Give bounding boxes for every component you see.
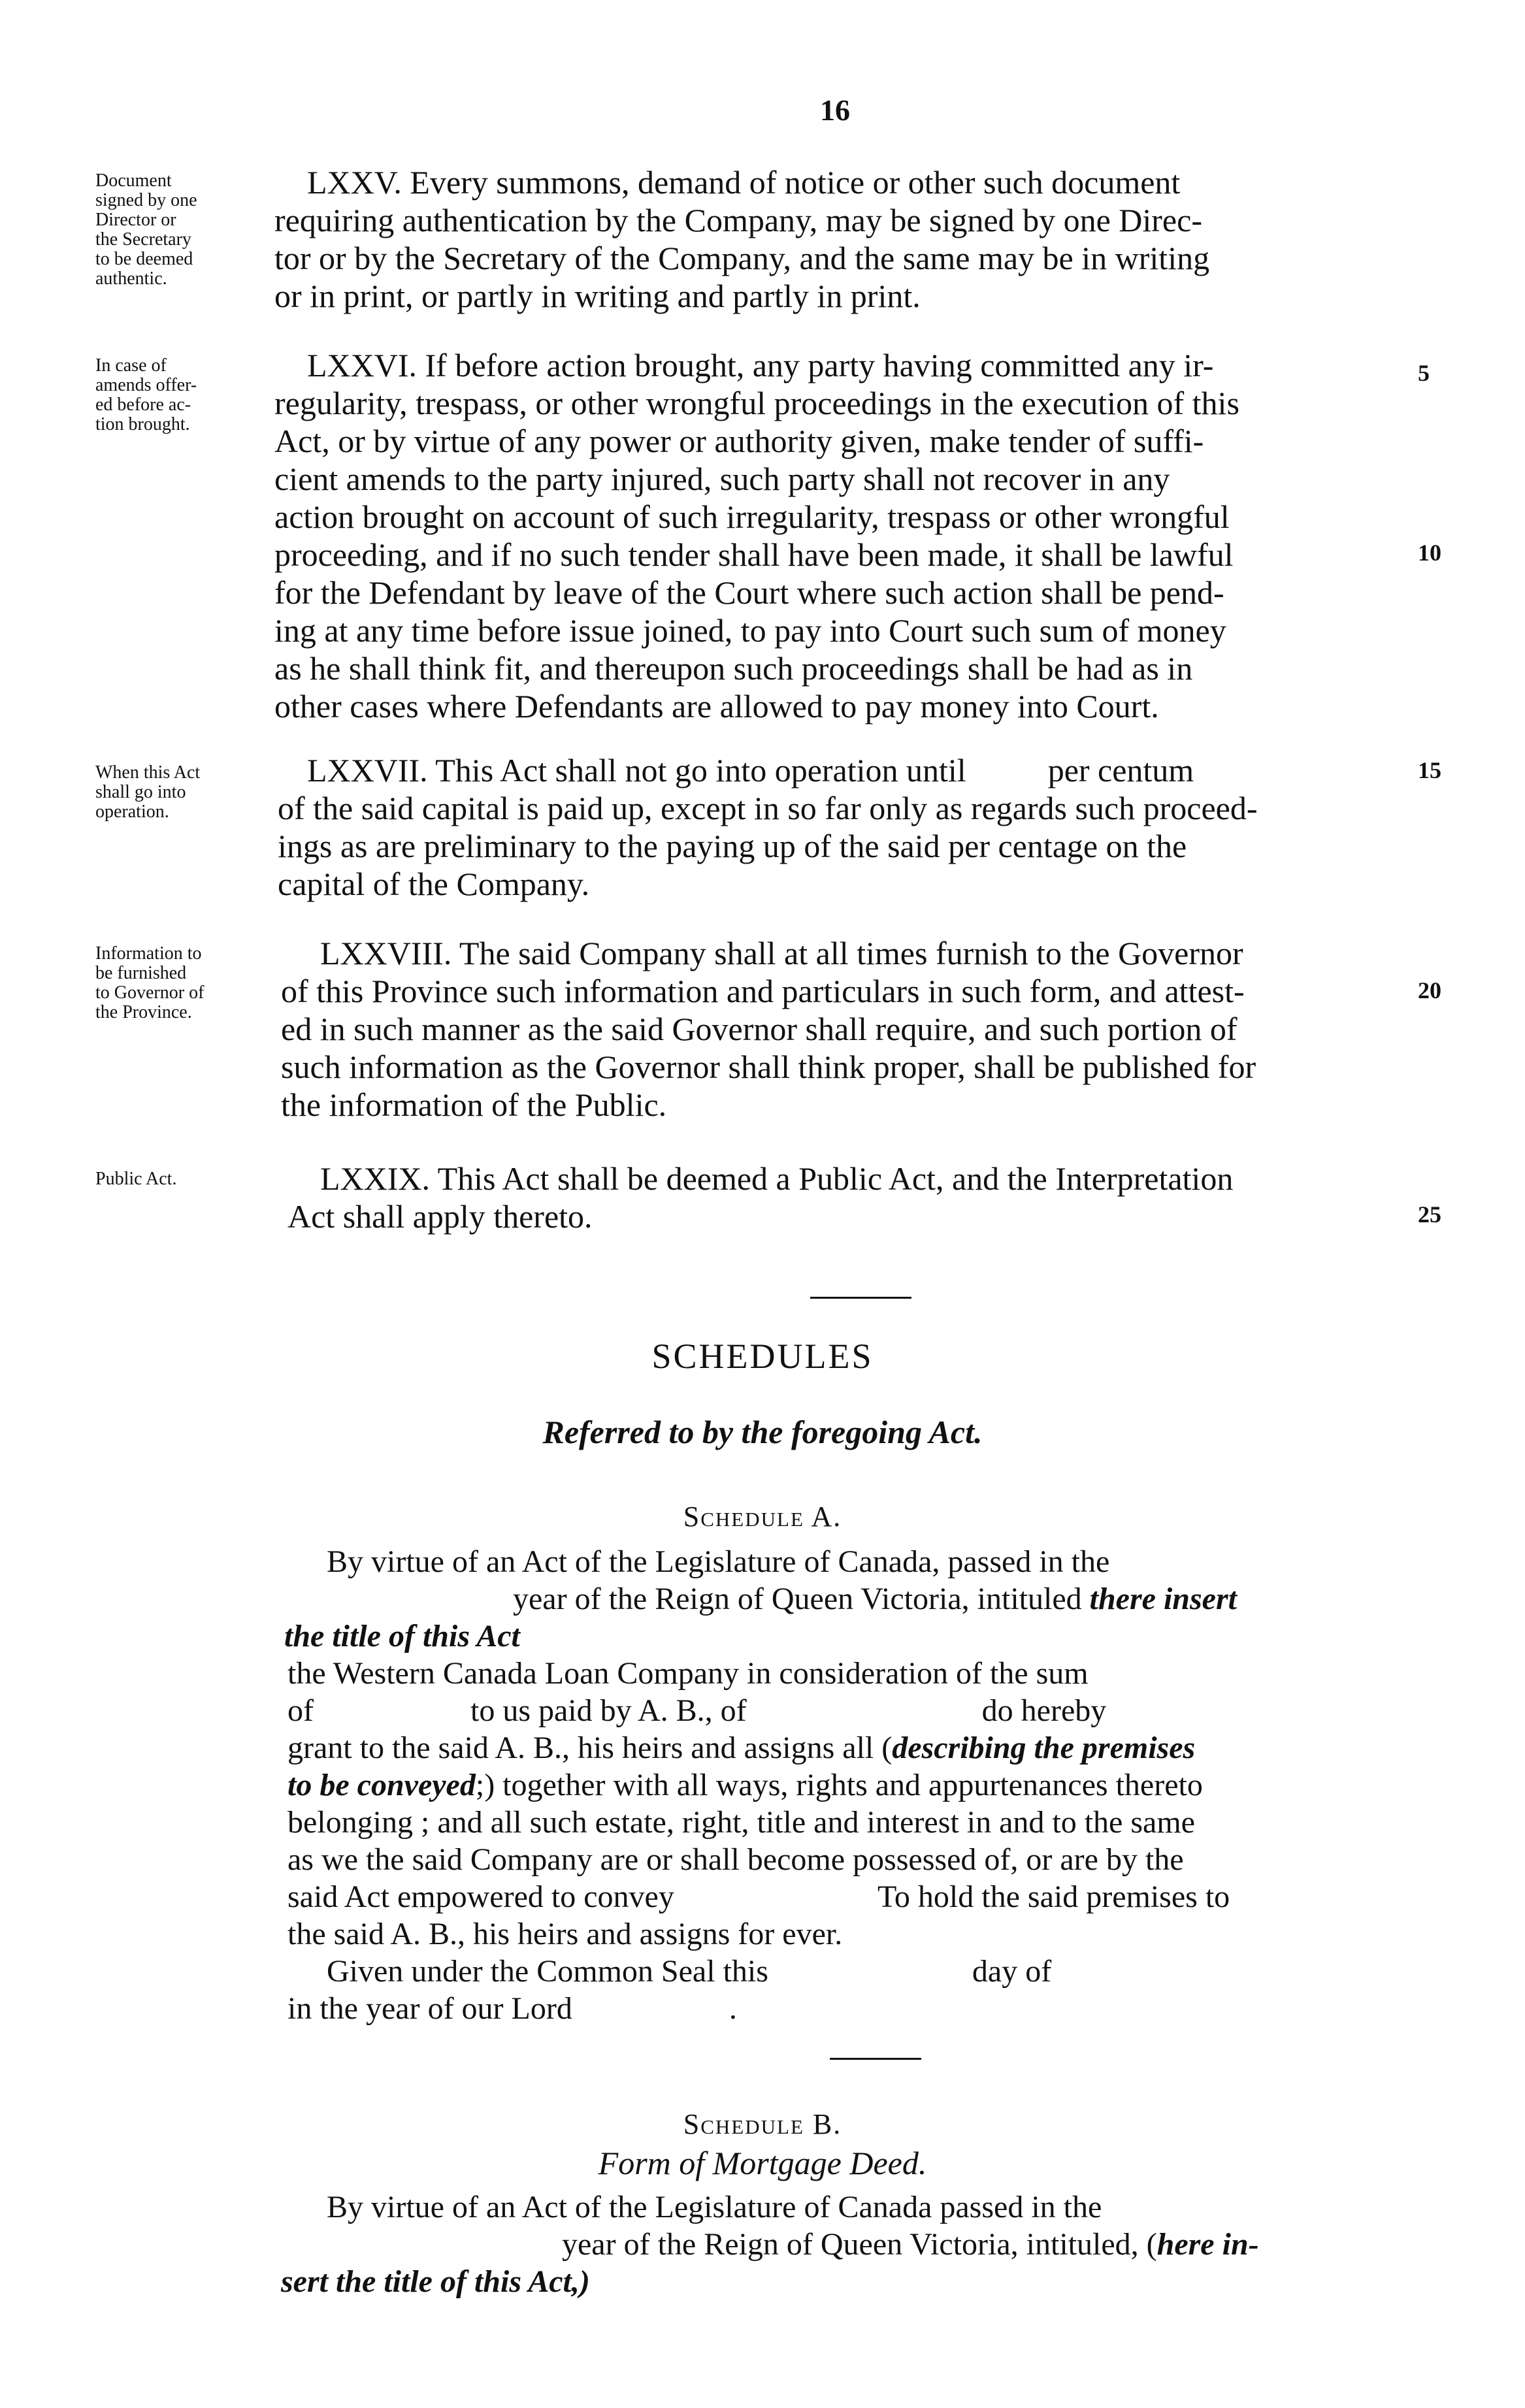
margin-note-line: authentic. bbox=[95, 268, 167, 289]
section-lxxviii bbox=[281, 934, 1256, 1124]
schedule-a-heading: Schedule A. bbox=[683, 1501, 842, 1533]
section-lxxvii bbox=[278, 751, 1258, 903]
section-line: LXXVII. This Act shall not go into operation until per centum bbox=[307, 752, 1194, 789]
schedule-line bbox=[287, 1766, 1237, 1804]
margin-note-line: be furnished bbox=[95, 963, 187, 983]
margin-note-line: to be deemed bbox=[95, 249, 193, 269]
schedule-insert-note: the title of this Act bbox=[284, 1619, 520, 1653]
section-line: the information of the Public. bbox=[281, 1086, 667, 1123]
section-line: Act shall apply thereto. bbox=[287, 1198, 593, 1235]
section-line: of the said capital is paid up, except in so far only as regards such proceed- bbox=[278, 790, 1258, 826]
schedule-text: year of the Reign of Queen Victoria, intituled, ( bbox=[562, 2227, 1157, 2262]
section-line: LXXVI. If before action brought, any party having committed any ir- bbox=[307, 347, 1214, 383]
section-line: ings as are preliminary to the paying up of the said per centage on the bbox=[278, 828, 1187, 864]
section-line: LXXIX. This Act shall be deemed a Public Act, and the Interpretation bbox=[320, 1160, 1234, 1197]
section-line: regularity, trespass, or other wrongful proceedings in the execution of this bbox=[274, 385, 1239, 421]
schedule-line: Given under the Common Seal this day of bbox=[327, 1954, 1052, 1989]
section-lxxix bbox=[287, 1160, 1234, 1235]
schedule-line: belonging ; and all such estate, right, title and interest in and to the same bbox=[287, 1805, 1195, 1840]
margin-note-amends-offered bbox=[95, 356, 278, 434]
section-line: ed in such manner as the said Governor shall require, and such portion of bbox=[281, 1011, 1238, 1047]
schedules-heading: SCHEDULES bbox=[651, 1337, 874, 1376]
section-lxxvi bbox=[274, 346, 1239, 725]
section-line: action brought on account of such irregularity, trespass or other wrongful bbox=[274, 498, 1230, 535]
schedule-line: said Act empowered to convey To hold the said premises to bbox=[287, 1879, 1230, 1914]
section-line: Act, or by virtue of any power or authority given, make tender of suffi- bbox=[274, 423, 1204, 459]
divider-rule bbox=[810, 1297, 911, 1299]
section-line: ing at any time before issue joined, to pay into Court such sum of money bbox=[274, 612, 1226, 649]
section-line: tor or by the Secretary of the Company, and the same may be in writing bbox=[274, 240, 1210, 276]
margin-note-line: signed by one bbox=[95, 190, 197, 210]
margin-note-line: ed before ac- bbox=[95, 395, 191, 415]
margin-note-line: In case of bbox=[95, 355, 167, 376]
line-number: 20 bbox=[1418, 977, 1441, 1003]
line-number: 15 bbox=[1418, 757, 1441, 783]
schedule-b-heading: Schedule B. bbox=[683, 2108, 842, 2140]
margin-note-line: to Governor of bbox=[95, 983, 205, 1003]
schedule-line: By virtue of an Act of the Legislature of Canada, passed in the bbox=[327, 1544, 1110, 1579]
schedule-insert-note: there insert bbox=[1089, 1582, 1237, 1616]
schedule-insert-note: here in- bbox=[1156, 2227, 1259, 2262]
section-line: LXXV. Every summons, demand of notice or other such document bbox=[307, 164, 1181, 201]
schedule-line: the Western Canada Loan Company in consideration of the sum bbox=[287, 1656, 1089, 1691]
section-lxxv bbox=[274, 163, 1210, 315]
line-number: 10 bbox=[1418, 540, 1441, 566]
schedule-insert-note: sert the title of this Act,) bbox=[281, 2264, 590, 2299]
margin-note-line: Information to bbox=[95, 943, 202, 964]
section-line: capital of the Company. bbox=[278, 866, 590, 902]
schedule-line: of to us paid by A. B., of do hereby bbox=[287, 1693, 1107, 1728]
section-line: proceeding, and if no such tender shall have been made, it shall be lawful bbox=[274, 536, 1234, 573]
section-line: of this Province such information and particulars in such form, and attest- bbox=[281, 973, 1245, 1009]
section-line: or in print, or partly in writing and partly in print. bbox=[274, 278, 921, 314]
margin-note-line: Public Act. bbox=[95, 1169, 177, 1189]
divider-rule bbox=[830, 2058, 921, 2060]
schedule-text: year of the Reign of Queen Victoria, intituled bbox=[513, 1582, 1082, 1616]
page-number: 16 bbox=[820, 93, 850, 127]
schedule-insert-note: to be conveyed bbox=[287, 1768, 476, 1802]
margin-note-line: operation. bbox=[95, 802, 169, 822]
line-number: 5 bbox=[1418, 360, 1430, 386]
schedule-b-subheading: Form of Mortgage Deed. bbox=[598, 2145, 927, 2181]
section-line: as he shall think fit, and thereupon such proceedings shall be had as in bbox=[274, 650, 1193, 687]
schedule-line: By virtue of an Act of the Legislature of Canada passed in the bbox=[327, 2190, 1102, 2224]
schedule-text: grant to the said A. B., his heirs and assigns all ( bbox=[287, 1731, 893, 1765]
margin-note-line: the Province. bbox=[95, 1002, 192, 1022]
schedule-line: the said A. B., his heirs and assigns for ever. bbox=[287, 1917, 843, 1951]
section-line: other cases where Defendants are allowed to pay money into Court. bbox=[274, 688, 1159, 724]
schedule-line: as we the said Company are or shall become possessed of, or are by the bbox=[287, 1842, 1184, 1877]
margin-note-line: amends offer- bbox=[95, 375, 197, 395]
margin-note-information-furnished bbox=[95, 944, 278, 1022]
schedule-a-body bbox=[284, 1543, 1237, 2027]
margin-note-line: Document bbox=[95, 171, 172, 191]
schedules-subheading: Referred to by the foregoing Act. bbox=[542, 1414, 983, 1450]
margin-note-public-act bbox=[95, 1169, 278, 1189]
section-line: LXXVIII. The said Company shall at all times furnish to the Governor bbox=[320, 935, 1243, 971]
margin-note-when-act-operates bbox=[95, 763, 278, 822]
margin-note-line: tion brought. bbox=[95, 414, 190, 434]
margin-note-line: When this Act bbox=[95, 762, 201, 783]
schedule-text: ;) together with all ways, rights and appurtenances thereto bbox=[475, 1768, 1203, 1802]
schedule-line bbox=[513, 1580, 1237, 1618]
section-line: such information as the Governor shall think proper, shall be published for bbox=[281, 1049, 1256, 1085]
schedule-insert-note: describing the premises bbox=[892, 1731, 1196, 1765]
margin-note-line: Director or bbox=[95, 210, 176, 230]
section-line: for the Defendant by leave of the Court where such action shall be pend- bbox=[274, 574, 1224, 611]
margin-note-line: the Secretary bbox=[95, 229, 191, 250]
schedule-line bbox=[562, 2226, 1259, 2263]
section-line: cient amends to the party injured, such party shall not recover in any bbox=[274, 461, 1170, 497]
schedule-line: in the year of our Lord . bbox=[287, 1991, 737, 2026]
line-number: 25 bbox=[1418, 1201, 1441, 1228]
section-line: requiring authentication by the Company, may be signed by one Direc- bbox=[274, 202, 1202, 238]
margin-note-line: shall go into bbox=[95, 782, 186, 802]
margin-note-document-signed bbox=[95, 171, 278, 289]
schedule-line bbox=[287, 1729, 1237, 1766]
schedule-b-body bbox=[281, 2188, 1259, 2300]
